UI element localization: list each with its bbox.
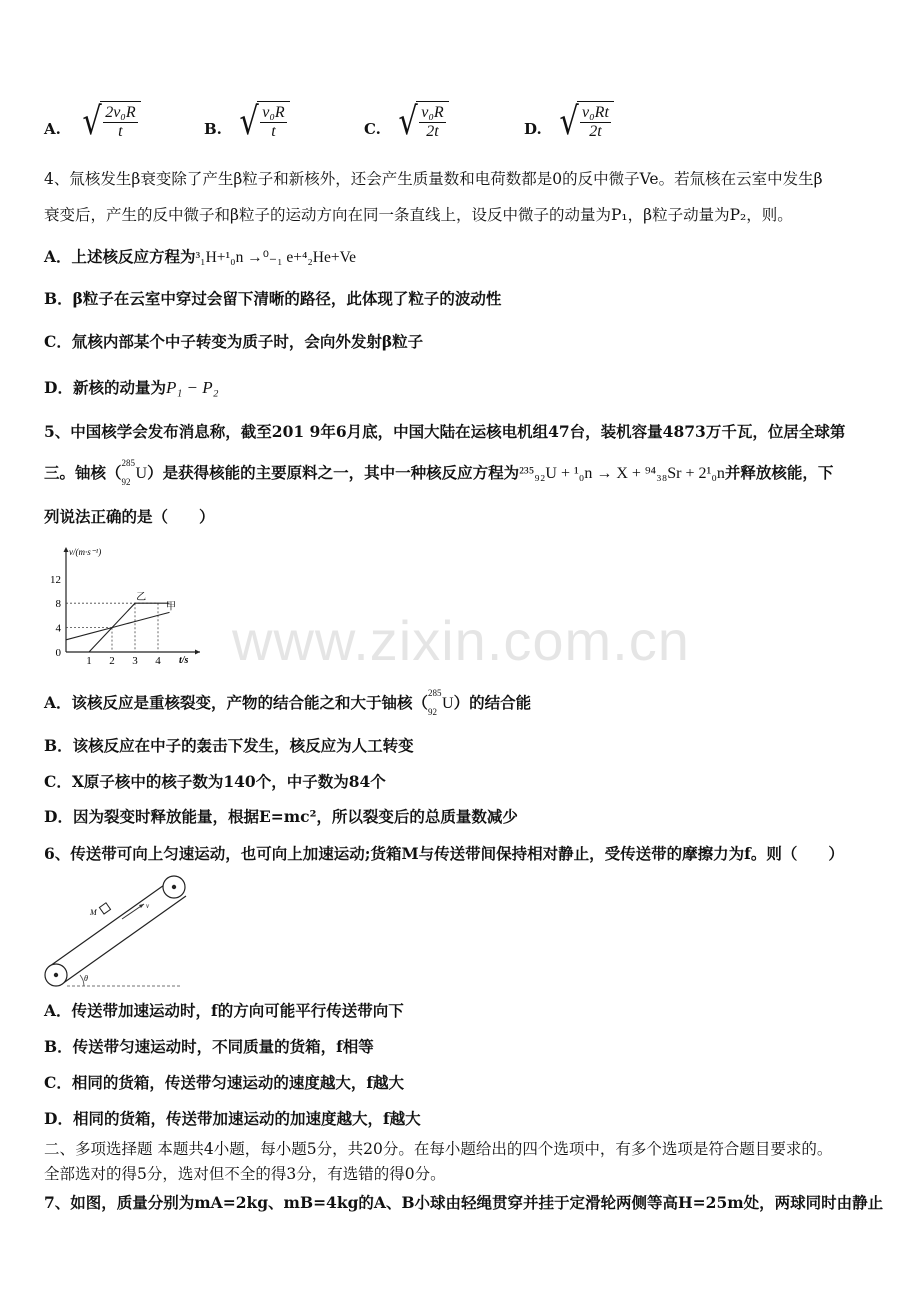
fraction-denominator: t: [271, 123, 276, 140]
fraction-denominator: t: [118, 123, 123, 140]
q6-stem: 6、传送带可向上匀速运动，也可向上加速运动;货箱M与传送带间保持相对静止，受传送带的摩擦力为f。则（ ）: [44, 844, 844, 863]
q5-option-b: B．该核反应在中子的轰击下发生，核反应为人工转变: [44, 736, 414, 755]
q4-option-d: [44, 377, 219, 399]
x-axis-label: t/s: [179, 655, 189, 665]
sqrt-expression: √ $\frac{\text{v₀Rt}}{2t}$: [557, 101, 614, 141]
watermark: www.zixin.com.cn: [232, 609, 690, 672]
momentum-expression: P₁ − P₂: [165, 378, 219, 397]
q7-stem: 7、如图，质量分别为mA=2kg、mB=4kg的A、B小球由轻绳贯穿并挂于定滑轮两侧等高H=25m处，两球同时由静止: [44, 1193, 884, 1212]
q5-stem-line1: 5、中国核学会发布消息称，截至201 9年6月底，中国大陆在运核电机组47台，装机容量4873万千瓦，位居全球第: [44, 422, 846, 441]
q6-option-a: A．传送带加速运动时，f的方向可能平行传送带向下: [44, 1001, 404, 1020]
x-tick-label: 2: [109, 655, 115, 665]
option-text: D．新核的动量为: [44, 378, 166, 397]
option-text: A．上述核反应方程为: [44, 247, 196, 266]
q4-option-c: C．氚核内部某个中子转变为质子时，会向外发射β粒子: [44, 332, 424, 351]
angle-label: θ: [84, 974, 88, 983]
x-axis-arrow: [195, 650, 200, 655]
fraction-numerator: v₀Rt: [582, 104, 609, 121]
sqrt-expression: √ $\frac{\text{2v₀R}}{t}$: [80, 101, 141, 141]
q4-option-a: [44, 246, 356, 269]
q5-option-d: D．因为裂变时释放能量，根据E=mc²，所以裂变后的总质量数减少: [44, 807, 518, 826]
q3-option-d: [524, 101, 614, 141]
q4-stem-line1: 4、氚核发生β衰变除了产生β粒子和新核外，还会产生质量数和电荷数都是0的反中微子Ve。若氚核在云室中发生β: [44, 170, 823, 188]
option-label: C.: [364, 120, 381, 138]
q5-stem-line3: 列说法正确的是（ ）: [44, 507, 215, 526]
option-text: A．该核反应是重核裂变，产物的结合能之和大于铀核（: [44, 693, 429, 712]
q6-option-d: D．相同的货箱，传送带加速运动的加速度越大，f越大: [44, 1109, 421, 1128]
y-axis-arrow: [64, 547, 69, 552]
x-tick-label: 3: [132, 655, 138, 665]
q6-option-c: C．相同的货箱，传送带匀速运动的速度越大，f越大: [44, 1073, 405, 1092]
origin-label: 0: [55, 647, 61, 659]
series-jia-label: 甲: [166, 601, 177, 613]
q5-stem-line2: [44, 458, 834, 487]
y-tick-label: 12: [50, 573, 61, 586]
x-tick-label: 4: [155, 655, 161, 665]
fission-equation: ²³⁵₉₂U + ¹₀n → X + ⁹⁴₃₈Sr + 2¹₀n: [519, 465, 725, 482]
q6-option-b: B．传送带匀速运动时，不同质量的货箱，f相等: [44, 1037, 374, 1056]
x-tick-label: 1: [86, 655, 92, 665]
velocity-label: v: [146, 902, 150, 910]
series-yi-line: [89, 603, 170, 652]
section2-instructions-line1: 二、多项选择题 本题共4小题，每小题5分，共20分。在每小题给出的四个选项中，有多个选项是符合题目要求的。: [44, 1140, 833, 1158]
stem-text: ）是获得核能的主要原料之一，其中一种核反应方程为: [147, 463, 520, 482]
y-axis-label: v/(m·s⁻¹): [69, 547, 102, 557]
fraction-numerator: v₀R: [421, 104, 444, 121]
fraction-numerator: v₀R: [262, 104, 285, 121]
option-label: A.: [44, 120, 61, 138]
q5-option-a: [44, 688, 532, 717]
fraction-numerator: 2v₀R: [105, 104, 136, 121]
option-label: D.: [524, 120, 542, 138]
option-text: ）的结合能: [453, 693, 532, 712]
box-label: M: [90, 908, 97, 917]
stem-text: 并释放核能，下: [724, 463, 834, 482]
q4-option-b: B．β粒子在云室中穿过会留下清晰的路径，此体现了粒子的波动性: [44, 289, 502, 308]
section2-instructions-line2: 全部选对的得5分，选对但不全的得3分，有选错的得0分。: [44, 1165, 446, 1183]
q4-stem-line2: 衰变后，产生的反中微子和β粒子的运动方向在同一条直线上，设反中微子的动量为P₁，β粒子动量为P₂，则。: [44, 206, 793, 224]
sqrt-expression: √ $\frac{\text{v₀R}}{t}$: [237, 101, 290, 141]
fraction-denominator: 2t: [589, 123, 602, 140]
y-tick-label: 4: [55, 622, 61, 635]
series-jia-line: [66, 612, 170, 639]
conveyor-figure: [40, 868, 190, 988]
q3-option-b: [204, 101, 290, 141]
option-label: B.: [204, 120, 222, 138]
y-tick-label: 8: [55, 598, 61, 611]
q5-option-c: C．X原子核中的核子数为140个，中子数为84个: [44, 772, 386, 791]
q3-option-a: [44, 101, 141, 141]
fraction-denominator: 2t: [426, 123, 439, 140]
uranium-nuclide: 285 92 U: [121, 458, 148, 487]
series-yi-label: 乙: [136, 592, 147, 604]
nuclear-equation: ³₁H+¹₀n →⁰₋₁ e+⁴₂He+Ve: [195, 249, 356, 266]
sqrt-expression: √ $\frac{\text{v₀R}}{2t}$: [396, 101, 449, 141]
stem-text: 三。铀核（: [44, 463, 122, 482]
q3-option-c: [364, 101, 449, 141]
vt-graph: [44, 543, 204, 665]
uranium-nuclide: 285 92 U: [428, 688, 454, 717]
